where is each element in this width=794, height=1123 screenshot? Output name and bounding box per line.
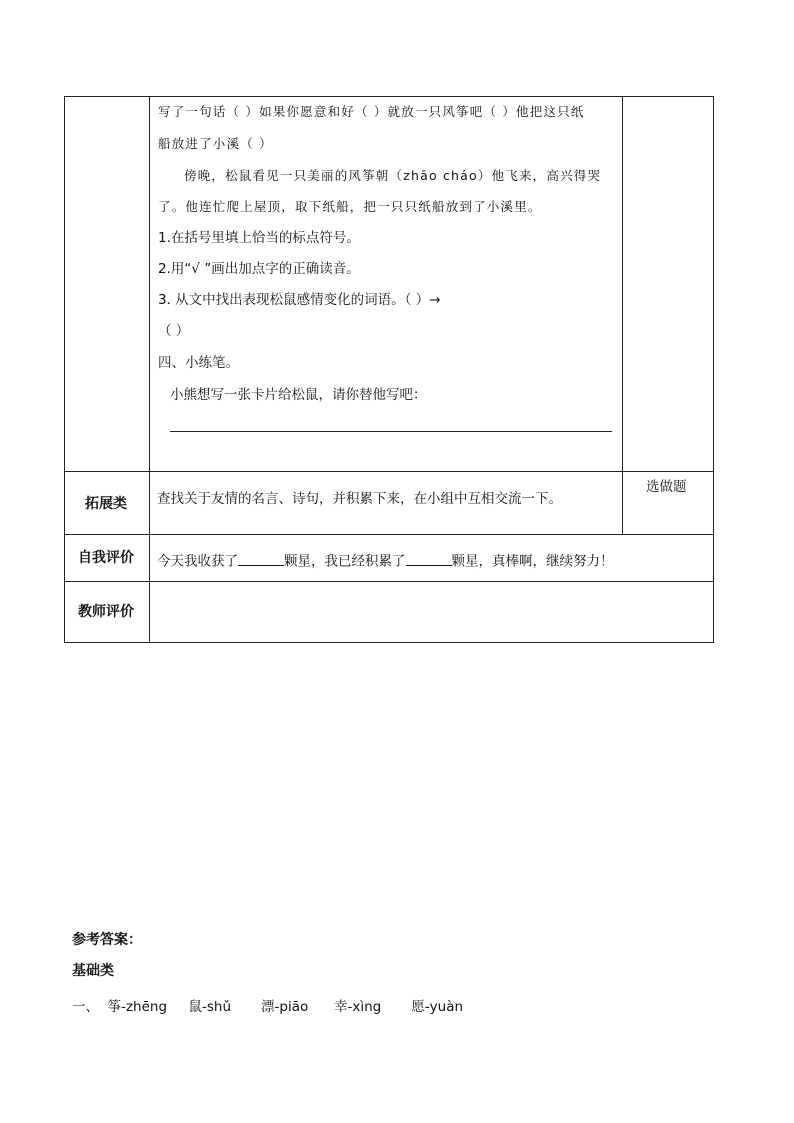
- row-label-teacher-eval: 教师评价: [78, 604, 134, 620]
- question-1: 1.在括号里填上恰当的标点符号。: [158, 230, 360, 246]
- writing-prompt: 小熊想写一张卡片给松鼠，请你替他写吧：: [170, 387, 427, 403]
- optional-note: 选做题: [646, 479, 687, 495]
- passage-line-2: 船放进了小溪（ ）: [158, 136, 273, 151]
- question-3-blank: （ ）: [158, 323, 190, 339]
- answers-line-1: 一、 筝-zhēng 鼠-shǔ 漂-piāo 幸-xìng 愿-yuàn: [72, 999, 464, 1015]
- answers-subheading: 基础类: [72, 963, 114, 979]
- stars-today-blank[interactable]: [238, 551, 284, 566]
- self-eval-part-2: 颗星，我已经积累了: [284, 553, 406, 570]
- section-4-title: 四、小练笔。: [158, 355, 239, 371]
- extension-task: 查找关于友情的名言、诗句，并积累下来，在小组中互相交流一下。: [157, 491, 562, 507]
- row-label-self-eval: 自我评价: [78, 550, 134, 566]
- question-2: 2.用“√ ”画出加点字的正确读音。: [158, 261, 360, 277]
- stars-total-blank[interactable]: [406, 551, 452, 566]
- self-eval-part-1: 今天我收获了: [157, 553, 238, 570]
- question-3: 3. 从文中找出表现松鼠感情变化的词语。（ ）→: [158, 292, 441, 308]
- self-eval-sentence: [157, 551, 614, 569]
- passage-line-4: 了。他连忙爬上屋顶，取下纸船，把一只只纸船放到了小溪里。: [158, 199, 542, 214]
- passage-line-1: 写了一句话（ ）如果你愿意和好（ ）就放一只风筝吧（ ）他把这只纸: [158, 104, 585, 119]
- self-eval-part-3: 颗星，真棒啊，继续努力！: [451, 553, 614, 570]
- answers-heading: 参考答案：: [72, 932, 142, 948]
- writing-answer-line[interactable]: [170, 431, 612, 432]
- row-label-extension: 拓展类: [85, 496, 127, 512]
- passage-line-3: 傍晚，松鼠看见一只美丽的风筝朝（zhāo cháo）他飞来，高兴得哭: [184, 168, 602, 183]
